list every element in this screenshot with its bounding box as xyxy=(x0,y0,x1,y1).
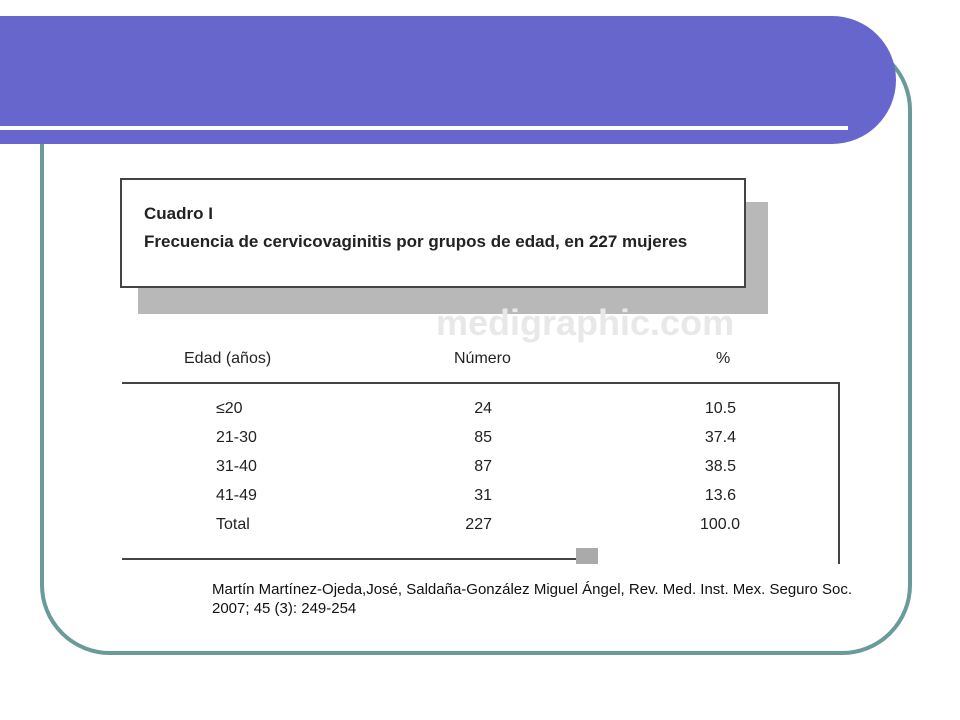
cell-pct: 10.5 xyxy=(704,400,736,417)
citation: Martín Martínez-Ojeda,José, Saldaña-González Miguel Ángel, Rev. Med. Inst. Mex. Seguro Soc. 2007; 45 (3): 249-254 xyxy=(212,581,853,617)
cell-edad: 31-40 xyxy=(216,458,257,475)
watermark: medigraphic.com xyxy=(436,302,735,343)
cell-edad: 41-49 xyxy=(216,487,257,504)
cell-pct: 38.5 xyxy=(704,458,736,475)
table-top-rule xyxy=(122,382,840,384)
cell-numero: 85 xyxy=(474,429,492,446)
caption-subtitle: Frecuencia de cervicovaginitis por grupos de edad, en 227 mujeres xyxy=(144,232,688,251)
cell-edad: 21-30 xyxy=(216,429,257,446)
header-pct: % xyxy=(716,350,731,367)
cell-pct: 37.4 xyxy=(704,429,736,446)
table-bottom-rule xyxy=(122,558,582,560)
cell-numero: 24 xyxy=(474,400,492,417)
table-right-rule xyxy=(838,382,840,564)
scan-artifact xyxy=(576,548,598,564)
caption-title: Cuadro I xyxy=(144,204,213,223)
header-numero: Número xyxy=(454,350,511,367)
cell-numero: 31 xyxy=(474,487,492,504)
cell-pct: 13.6 xyxy=(704,487,736,504)
table-image xyxy=(120,178,844,568)
cell-numero: 87 xyxy=(474,458,492,475)
banner-divider xyxy=(0,126,848,130)
header-edad: Edad (años) xyxy=(184,350,272,367)
cell-pct: 100.0 xyxy=(700,516,741,533)
title-banner xyxy=(0,16,896,144)
cell-edad: Total xyxy=(216,516,250,533)
cell-edad: ≤20 xyxy=(216,400,243,417)
caption-box xyxy=(120,178,746,288)
cell-numero: 227 xyxy=(465,516,492,533)
